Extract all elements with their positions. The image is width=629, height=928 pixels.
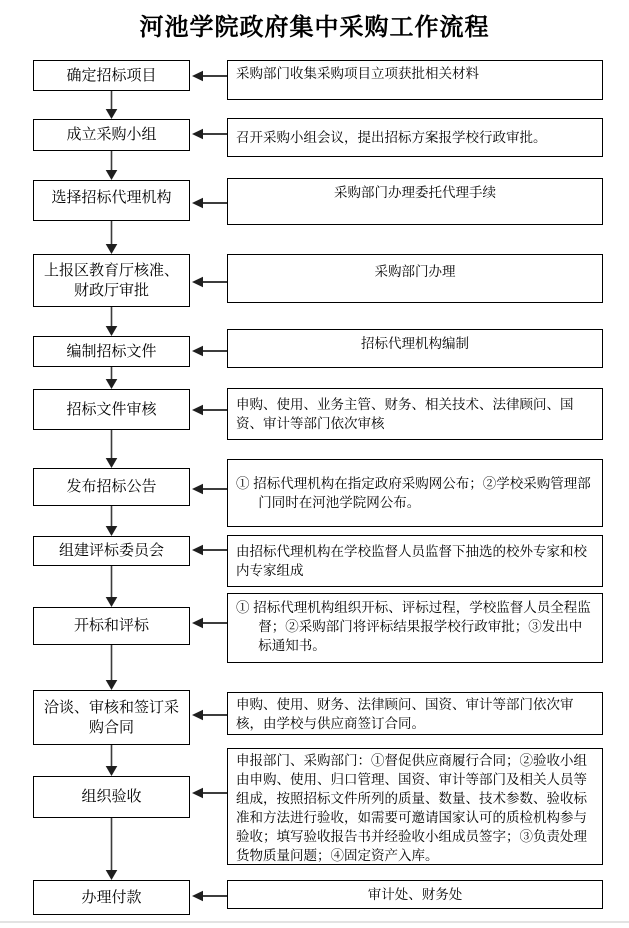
page-edge-divider bbox=[0, 921, 629, 923]
step-box-5: 编制招标文件 bbox=[33, 336, 190, 367]
desc-box-12: 审计处、财务处 bbox=[227, 880, 603, 909]
desc-box-7 bbox=[227, 459, 603, 527]
desc-box-4: 采购部门办理 bbox=[227, 254, 603, 303]
step-box-9: 开标和评标 bbox=[33, 607, 190, 645]
desc-text-7: ① 招标代理机构在指定政府采购网公布；②学校采购管理部门同时在河池学院网公布。 bbox=[236, 476, 591, 510]
step-box-8: 组建评标委员会 bbox=[33, 536, 190, 566]
desc-box-9 bbox=[227, 593, 603, 663]
arrow-left-icon bbox=[192, 71, 227, 901]
step-box-3: 选择招标代理机构 bbox=[33, 180, 190, 221]
desc-box-5: 招标代理机构编制 bbox=[227, 329, 603, 368]
desc-text-9: ① 招标代理机构组织开标、评标过程，学校监督人员全程监督；②采购部门将评标结果报学校行政审批；③发出中标通知书。 bbox=[236, 600, 591, 653]
step-box-7: 发布招标公告 bbox=[33, 468, 190, 506]
desc-box-6: 申购、使用、业务主管、财务、相关技术、法律顾问、国资、审计等部门依次审核 bbox=[227, 388, 603, 440]
desc-box-8: 由招标代理机构在学校监督人员监督下抽选的校外专家和校内专家组成 bbox=[227, 535, 603, 587]
step-box-6: 招标文件审核 bbox=[33, 389, 190, 430]
desc-box-1: 采购部门收集采购项目立项获批相关材料 bbox=[227, 60, 603, 100]
desc-box-11: 申报部门、采购部门：①督促供应商履行合同；②验收小组由申购、使用、归口管理、国资、审计等部门及相关人员等组成，按照招标文件所列的质量、数量、技术参数、验收标准和方法进行验收，如需要可邀请国家认可的质检机构参与验收；填写验收报告书并经验收小组成员签字；③负责处理货物质量问题；④固定资产入库。 bbox=[227, 748, 603, 865]
desc-box-2: 召开采购小组会议，提出招标方案报学校行政审批。 bbox=[227, 118, 603, 157]
desc-box-10: 申购、使用、财务、法律顾问、国资、审计等部门依次审核，由学校与供应商签订合同。 bbox=[227, 692, 603, 735]
step-box-1: 确定招标项目 bbox=[33, 60, 190, 91]
step-box-2: 成立采购小组 bbox=[33, 119, 190, 151]
step-box-12: 办理付款 bbox=[33, 880, 190, 915]
desc-box-3: 采购部门办理委托代理手续 bbox=[227, 178, 603, 225]
step-box-4: 上报区教育厅核准、财政厅审批 bbox=[33, 254, 190, 307]
step-box-11: 组织验收 bbox=[33, 776, 190, 818]
step-box-10: 洽谈、审核和签订采购合同 bbox=[33, 690, 190, 745]
page-title: 河池学院政府集中采购工作流程 bbox=[139, 15, 490, 41]
